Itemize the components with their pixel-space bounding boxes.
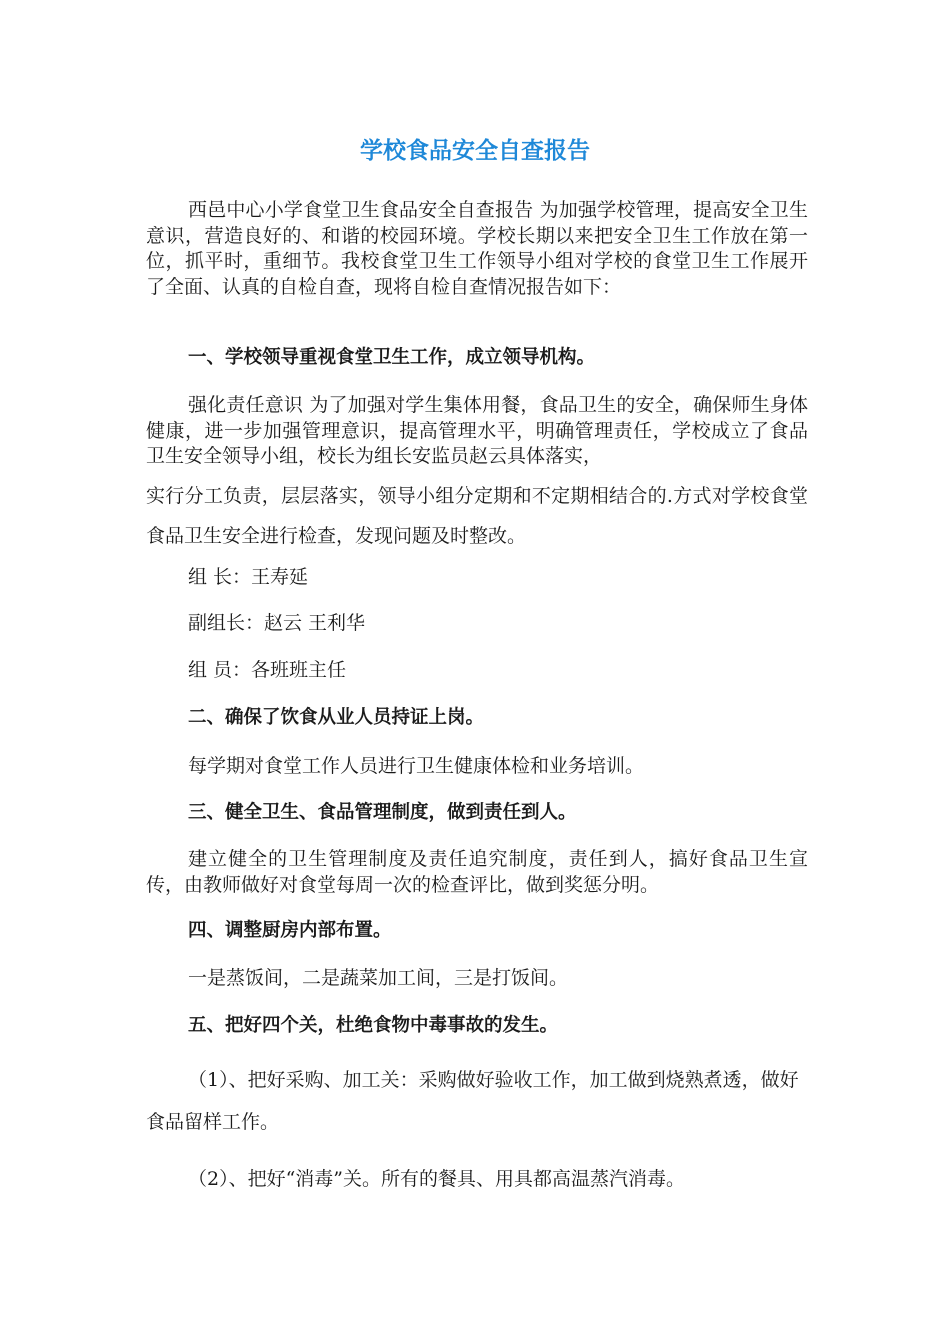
section-3-paragraph: 建立健全的卫生管理制度及责任追究制度，责任到人，搞好食品卫生宣传，由教师做好对食堂每周一次的检查评比，做到奖惩分明。: [146, 848, 808, 896]
section-5-item-2: （2）、把好“消毒”关。所有的餐具、用具都高温蒸汽消毒。: [188, 1168, 686, 1190]
section-1-paragraph-b: 实行分工负责，层层落实，领导小组分定期和不定期相结合的.方式对学校食堂食品卫生安全进行检查，发现问题及时整改。: [146, 485, 808, 547]
group-members-line: 组 员：各班班主任: [188, 659, 347, 681]
section-3-heading: 三、健全卫生、食品管理制度，做到责任到人。: [188, 802, 577, 823]
intro-paragraph: 西邑中心小学食堂卫生食品安全自查报告 为加强学校管理，提高安全卫生意识，营造良好的、和谐的校园环境。学校长期以来把安全卫生工作放在第一位，抓平时，重细节。我校食堂卫生工作领导小组对学校的食堂卫生工作展开了全面、认真的自检自查，现将自检自查情况报告如下：: [146, 199, 808, 298]
section-1-paragraph-a: 强化责任意识 为了加强对学生集体用餐，食品卫生的安全，确保师生身体健康，进一步加强管理意识，提高管理水平，明确管理责任，学校成立了食品卫生安全领导小组，校长为组长安监员赵云具体落实，: [146, 394, 808, 467]
section-1-heading: 一、学校领导重视食堂卫生工作，成立领导机构。: [188, 347, 596, 368]
section-5-heading: 五、把好四个关，杜绝食物中毒事故的发生。: [188, 1015, 559, 1036]
document-title: 学校食品安全自查报告: [360, 138, 590, 164]
section-2-paragraph: 每学期对食堂工作人员进行卫生健康体检和业务培训。: [188, 755, 645, 777]
group-leader-line: 组 长：王寿延: [188, 566, 309, 588]
section-4-heading: 四、调整厨房内部布置。: [188, 920, 392, 941]
deputy-leader-line: 副组长：赵云 王利华: [188, 612, 366, 634]
section-5-item-1: （1）、把好采购、加工关：采购做好验收工作，加工做到烧熟煮透，做好食品留样工作。: [146, 1069, 799, 1133]
section-2-heading: 二、确保了饮食从业人员持证上岗。: [188, 707, 485, 728]
section-4-paragraph: 一是蒸饭间，二是蔬菜加工间，三是打饭间。: [188, 967, 569, 989]
